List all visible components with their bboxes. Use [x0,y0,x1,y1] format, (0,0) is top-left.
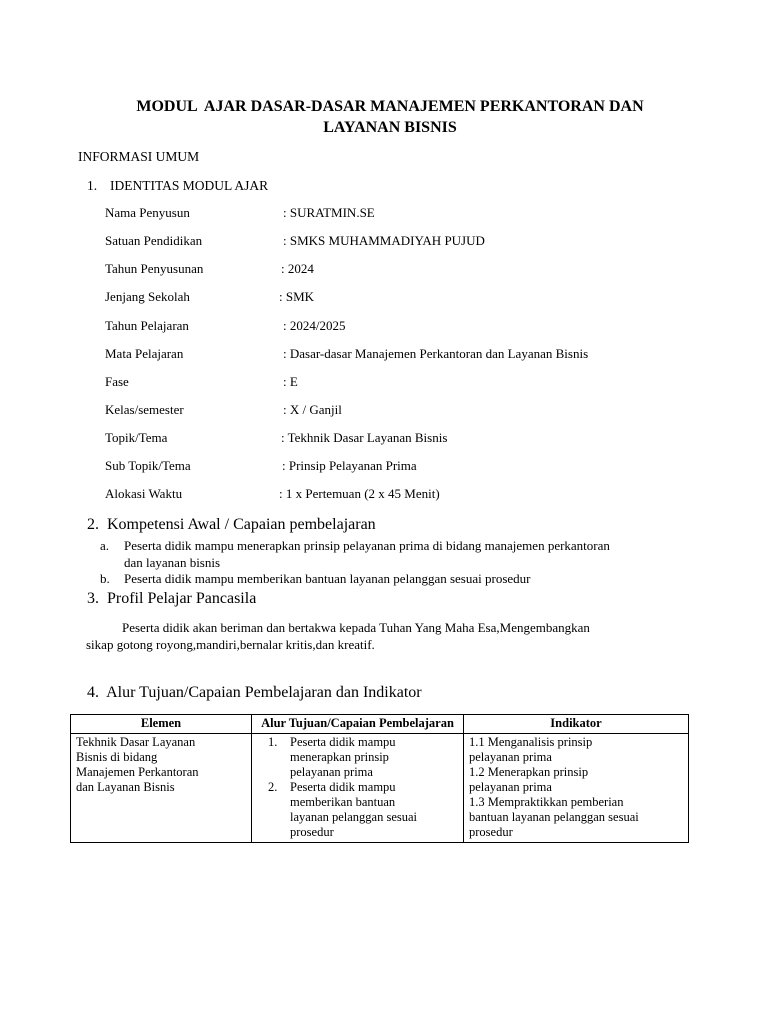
tujuan-item [257,735,458,780]
identity-value: : Tekhnik Dasar Layanan Bisnis [281,430,448,445]
list-marker: a. [100,538,110,553]
kompetensi-heading: 2. Kompetensi Awal / Capaian pembelajaran [87,516,376,533]
identity-label: Jenjang Sekolah [105,289,190,304]
profil-heading: 3. Profil Pelajar Pancasila [87,590,257,607]
identity-label: Sub Topik/Tema [105,458,191,473]
title-line-1: MODUL AJAR DASAR-DASAR MANAJEMEN PERKANTORAN DAN [136,98,644,115]
cell-indikator [464,734,689,843]
kompetensi-item-line: dan layanan bisnis [124,554,221,570]
identity-value: : X / Ganjil [283,402,342,417]
identity-value: : SMK [279,289,315,304]
cell-line: Bisnis di bidang [76,750,158,764]
cell-line: 1.1 Menganalisis prinsip [469,735,593,749]
cell-tujuan [252,734,464,843]
cell-line: pelayanan prima [469,750,552,764]
cell-line: Tekhnik Dasar Layanan [76,735,196,749]
identity-value: : E [283,374,298,389]
kompetensi-list [100,538,710,588]
table-header-row [71,715,689,734]
cell-line: memberikan bantuan [290,795,396,809]
alur-table [70,714,689,843]
identity-label: Fase [105,374,129,389]
document-title [90,96,690,138]
tujuan-number: 1. [268,735,278,749]
header-indikator: Indikator [464,715,689,734]
cell-line: pelayanan prima [469,780,552,794]
table-row [71,734,689,843]
identity-value: : 1 x Pertemuan (2 x 45 Menit) [279,486,440,501]
kompetensi-item-line: Peserta didik mampu memberikan bantuan layanan pelanggan sesuai prosedur [124,571,531,586]
identity-label: Kelas/semester [105,402,184,417]
profil-paragraph-line: Peserta didik akan beriman dan bertakwa kepada Tuhan Yang Maha Esa,Mengembangkan [122,620,590,635]
cell-line: prosedur [290,825,334,839]
identity-value: : Prinsip Pelayanan Prima [282,458,417,473]
title-line-2: LAYANAN BISNIS [323,119,457,136]
identitas-heading: IDENTITAS MODUL AJAR [110,178,269,193]
header-alur-tujuan: Alur Tujuan/Capaian Pembelajaran [252,715,464,734]
cell-line: prosedur [469,825,513,839]
cell-line: Peserta didik mampu [290,780,396,794]
identity-value: : SURATMIN.SE [283,205,375,220]
kompetensi-item-line: Peserta didik mampu menerapkan prinsip pelayanan prima di bidang manajemen perkantoran [124,538,610,553]
identity-value: : 2024/2025 [283,318,346,333]
identitas-number: 1. [87,178,98,193]
cell-line: 1.3 Mempraktikkan pemberian [469,795,624,809]
cell-line: 1.2 Menerapkan prinsip [469,765,589,779]
identity-label: Tahun Pelajaran [105,318,189,333]
list-marker: b. [100,571,110,586]
cell-line: layanan pelanggan sesuai [290,810,418,824]
tujuan-list [257,735,458,840]
identity-label: Satuan Pendidikan [105,233,203,248]
cell-line: menerapkan prinsip [290,750,389,764]
identity-value: : SMKS MUHAMMADIYAH PUJUD [283,233,485,248]
identity-label: Nama Penyusun [105,205,190,220]
cell-elemen [71,734,252,843]
identity-label: Alokasi Waktu [105,486,183,501]
identity-value: : 2024 [281,261,314,276]
identity-label: Mata Pelajaran [105,346,184,361]
identity-label: Tahun Penyusunan [105,261,204,276]
alur-heading: 4. Alur Tujuan/Capaian Pembelajaran dan Indikator [87,684,422,701]
cell-line: pelayanan prima [290,765,373,779]
tujuan-number: 2. [268,780,278,794]
profil-paragraph-line: sikap gotong royong,mandiri,bernalar kritis,dan kreatif. [86,637,375,652]
tujuan-item [257,780,458,840]
header-elemen: Elemen [71,715,252,734]
cell-line: Peserta didik mampu [290,735,396,749]
identity-value: : Dasar-dasar Manajemen Perkantoran dan Layanan Bisnis [283,346,589,361]
cell-line: Manajemen Perkantoran [76,765,199,779]
cell-line: bantuan layanan pelanggan sesuai [469,810,639,824]
section-informasi-umum: INFORMASI UMUM [78,149,200,164]
cell-line: dan Layanan Bisnis [76,780,175,794]
identity-label: Topik/Tema [105,430,168,445]
